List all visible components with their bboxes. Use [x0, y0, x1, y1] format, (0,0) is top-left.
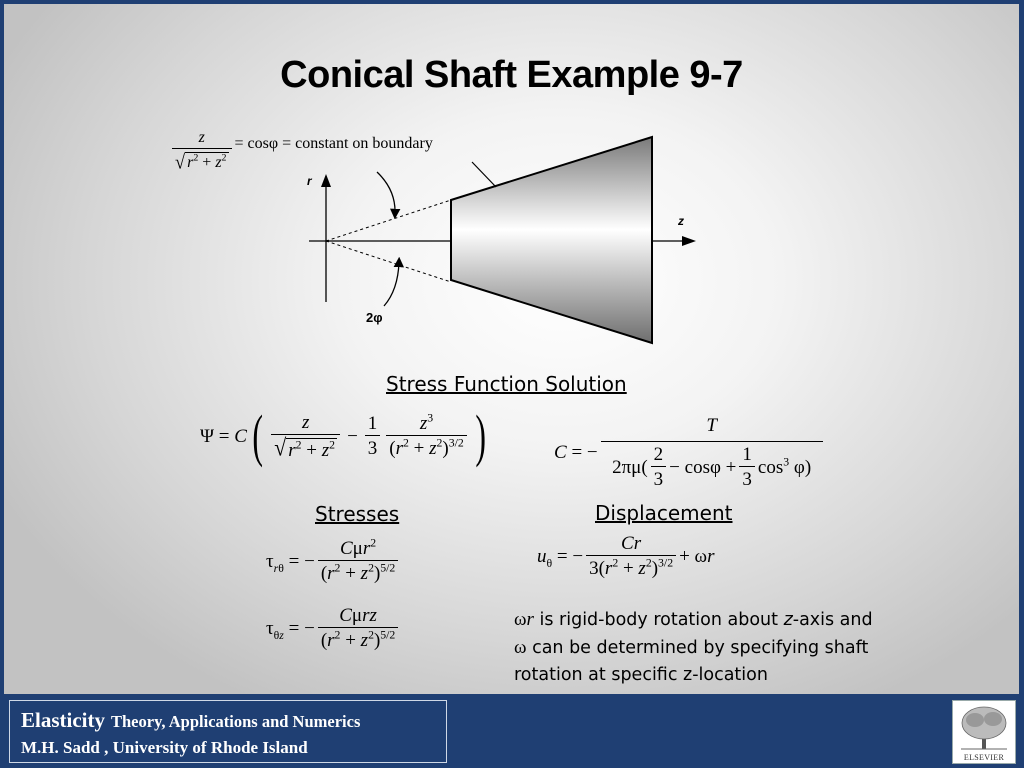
rigid-body-note: ωr is rigid-body rotation about z-axis and ω can be determined by specifying shaft rotation at specific z-location [514, 609, 873, 685]
r-axis-label: r [307, 174, 312, 188]
displacement-equation: $u_\theta$ = − $\frac{Cr}{3(r^2 + z^2)^{3/2}}$ + ωr [537, 533, 715, 579]
slide-title: Conical Shaft Example 9-7 [280, 54, 743, 96]
cone-dashed-upper [326, 200, 451, 241]
footer-subtitle: Theory, Applications and Numerics [111, 712, 361, 731]
tau-theta-z-equation: $\tau_{\theta z}$ = − $\frac{\text{Cμrz}}{(r^2 + z^2)^{5/2}}$ [266, 606, 401, 650]
z-axis-label: z [678, 214, 684, 228]
lower-curved-arrow [384, 262, 399, 306]
cone-dashed-lower [326, 241, 451, 282]
r-axis-arrowhead [321, 174, 331, 187]
angle-label: 2φ [366, 310, 383, 325]
upper-curved-arrow [377, 172, 395, 214]
tree-icon [953, 703, 1015, 753]
footer-citation [9, 700, 447, 763]
boundary-equation-text: = cosφ = constant on boundary [234, 135, 433, 153]
stress-function-heading: Stress Function Solution [386, 372, 627, 396]
displacement-heading: Displacement [595, 501, 733, 525]
constant-c-equation: C = − T 2πμ( $\frac{2}{3}$ − cosφ + $\frac{1}{3}$ $\cos^3 \varphi$) [554, 416, 826, 489]
conical-shaft-diagram [4, 4, 1019, 694]
boundary-equation: z √ $r^2 + z^2$ = cosφ = constant on boundary [169, 130, 433, 172]
footer-author: M.H. Sadd , University of Rhode Island [21, 738, 308, 757]
footer-brand: Elasticity [21, 708, 105, 732]
logo-text: ELSEVIER [963, 753, 1005, 762]
conical-shaft [451, 137, 652, 343]
stress-function-equation: Ψ = C ( z √ $r^2 + z^2$ − $\frac{1}{3}$ $\frac{z^3}{(r^2 + z^2)^{3/2}}$ ) [200, 403, 486, 468]
stresses-heading: Stresses [315, 502, 400, 526]
elsevier-logo [952, 700, 1016, 764]
boundary-leader-line [472, 162, 496, 187]
z-axis-arrowhead [682, 236, 696, 246]
tau-r-theta-equation: $\tau_{r\theta}$ = − $\frac{C\mu r^2}{(r^2 + z^2)^{5/2}}$ [266, 539, 401, 583]
slide [4, 4, 1019, 694]
